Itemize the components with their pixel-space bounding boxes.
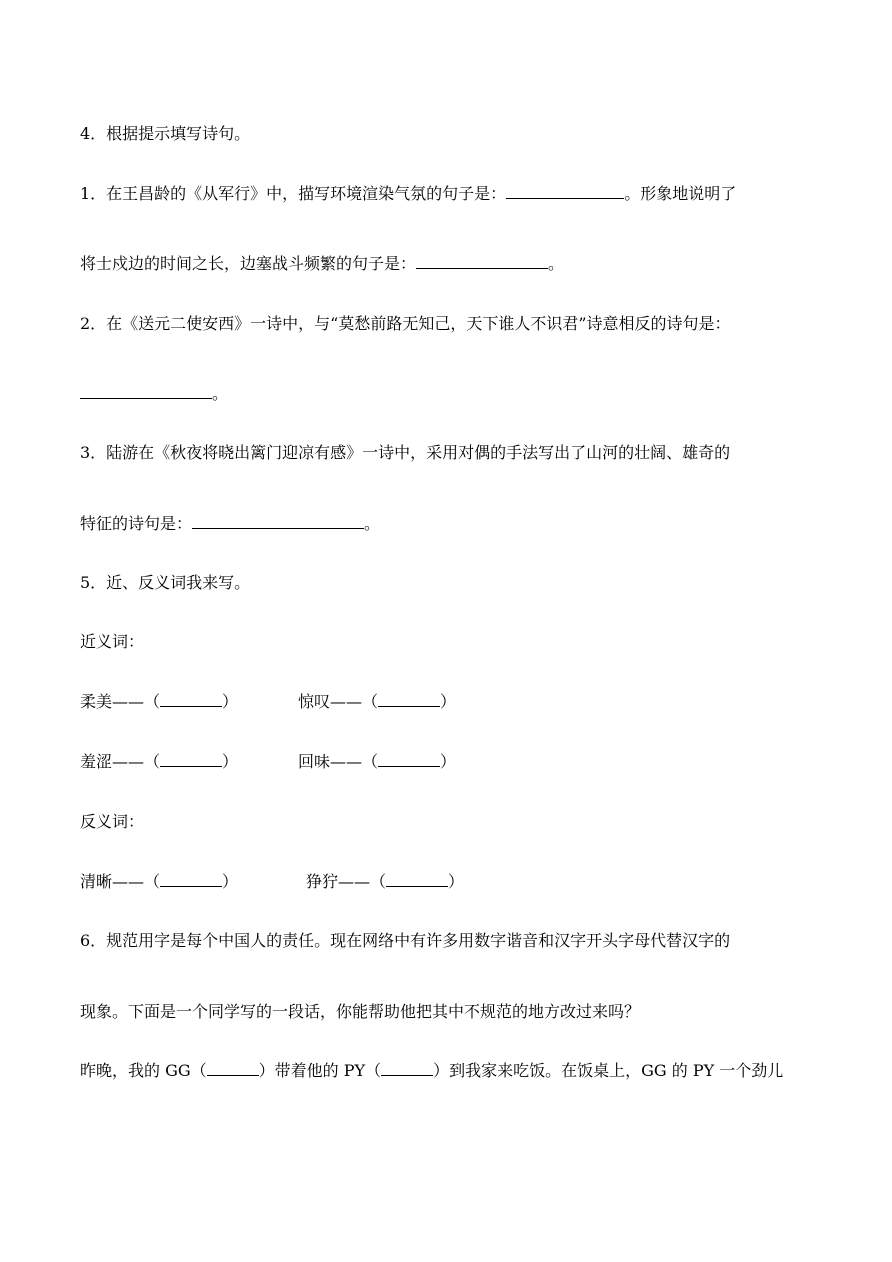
answer-blank[interactable]	[506, 184, 624, 199]
synonym-word: 柔美——（	[80, 692, 161, 711]
q6-text: ）带着他的 PY（	[258, 1061, 382, 1080]
synonym-item	[80, 752, 238, 772]
paren-close: ）	[222, 752, 239, 771]
answer-blank[interactable]	[192, 514, 364, 529]
q4-item1-line2	[80, 254, 564, 274]
q5-heading: 5．近、反义词我来写。	[80, 573, 251, 592]
q6-line1: 6．规范用字是每个中国人的责任。现在网络中有许多用数字谐音和汉字开头字母代替汉字的	[80, 931, 731, 950]
paren-close: ）	[448, 872, 465, 891]
answer-blank[interactable]	[207, 1061, 259, 1076]
paren-close: ）	[440, 752, 457, 771]
synonym-item	[298, 752, 456, 772]
q4-item3-suffix: 。	[364, 514, 381, 533]
antonym-word: 清晰——（	[80, 872, 161, 891]
answer-blank[interactable]	[160, 692, 222, 707]
answer-blank[interactable]	[416, 254, 548, 269]
q4-item1-text2: 将士戍边的时间之长，边塞战斗频繁的句子是：	[80, 254, 417, 273]
antonyms-label: 反义词：	[80, 812, 145, 831]
q4-heading: 4．根据提示填写诗句。	[80, 124, 251, 143]
answer-blank[interactable]	[378, 752, 440, 767]
q4-item2-line2	[80, 384, 228, 404]
synonyms-label: 近义词：	[80, 632, 145, 651]
q4-item2-line1: 2．在《送元二使安西》一诗中，与“莫愁前路无知己，天下谁人不识君”诗意相反的诗句是：	[80, 314, 731, 333]
synonym-item	[298, 692, 456, 712]
paren-close: ）	[440, 692, 457, 711]
paren-close: ）	[222, 692, 239, 711]
answer-blank[interactable]	[386, 872, 448, 887]
answer-blank[interactable]	[80, 384, 212, 399]
answer-blank[interactable]	[381, 1061, 433, 1076]
antonym-item	[80, 872, 238, 892]
paren-close: ）	[222, 872, 239, 891]
synonym-word: 回味——（	[298, 752, 379, 771]
q6-line2: 现象。下面是一个同学写的一段话，你能帮助他把其中不规范的地方改过来吗？	[80, 1002, 641, 1021]
q4-item3-line1: 3．陆游在《秋夜将晓出篱门迎凉有感》一诗中，采用对偶的手法写出了山河的壮阔、雄奇的	[80, 443, 731, 462]
q4-item1-line1	[80, 184, 736, 204]
answer-blank[interactable]	[160, 872, 222, 887]
q4-item1-suffix: 。形象地说明了	[624, 184, 737, 203]
antonym-word: 狰狞——（	[306, 872, 387, 891]
antonym-item	[306, 872, 464, 892]
answer-blank[interactable]	[378, 692, 440, 707]
q6-line3	[80, 1061, 783, 1081]
q6-text: ）到我家来吃饭。在饭桌上，GG 的 PY 一个劲儿	[433, 1061, 784, 1080]
q4-item2-suffix: 。	[212, 384, 229, 403]
q4-item3-line2	[80, 514, 380, 534]
q4-item1-text: 1．在王昌龄的《从军行》中，描写环境渲染气氛的句子是：	[80, 184, 507, 203]
q4-item1-suffix2: 。	[548, 254, 565, 273]
synonym-word: 惊叹——（	[298, 692, 379, 711]
synonym-item	[80, 692, 238, 712]
answer-blank[interactable]	[160, 752, 222, 767]
q4-item3-text2: 特征的诗句是：	[80, 514, 193, 533]
synonym-word: 羞涩——（	[80, 752, 161, 771]
q6-text: 昨晚，我的 GG（	[80, 1061, 207, 1080]
